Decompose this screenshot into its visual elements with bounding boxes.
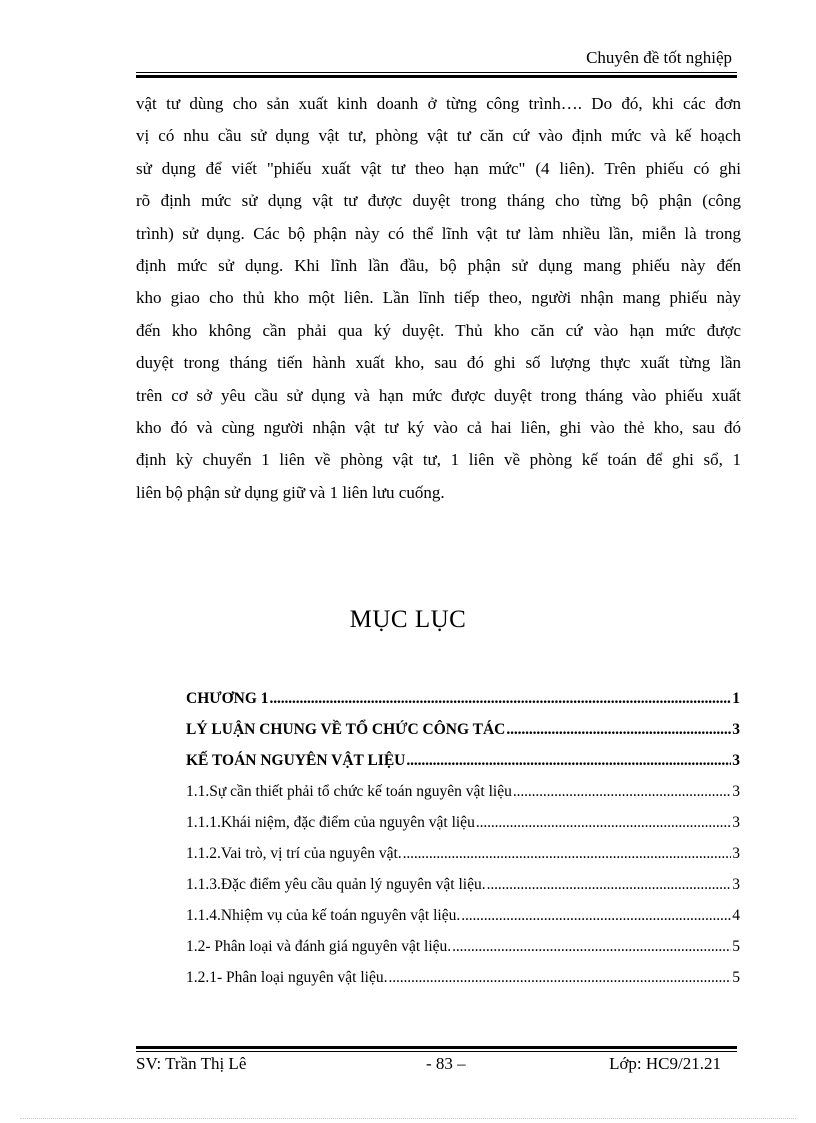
toc-entry-page: 3	[732, 752, 740, 769]
toc-entry[interactable]	[186, 690, 740, 721]
toc-entry-page: 3	[732, 721, 740, 738]
body-line: sử dụng để viết "phiếu xuất vật tư theo hạn mức" (4 liên). Trên phiếu có ghi	[136, 158, 741, 178]
header-rule-thick	[136, 75, 737, 78]
toc-entry-page: 4	[732, 907, 740, 924]
toc-entry[interactable]	[186, 845, 740, 876]
toc-entry[interactable]	[186, 969, 740, 1000]
toc-entry-text: 1.1.2.Vai trò, vị trí của nguyên vật.	[186, 845, 402, 862]
body-line: vật tư dùng cho sản xuất kinh doanh ở từng công trình…. Do đó, khi các đơn	[136, 94, 741, 113]
toc-entry-page: 5	[732, 969, 740, 986]
toc-entry-text: 1.1.3.Đặc điểm yêu cầu quản lý nguyên vật liệu.	[186, 876, 486, 893]
body-line: duyệt trong tháng tiến hành xuất kho, sau đó ghi số lượng thực xuất từng lần	[136, 353, 741, 373]
toc-entry-page: 5	[732, 938, 740, 955]
toc-leader-dots	[476, 814, 731, 832]
toc-title: MỤC LỤC	[349, 606, 467, 633]
body-line: vị có nhu cầu sử dụng vật tư, phòng vật tư căn cứ vào định mức và kế hoạch	[136, 126, 741, 146]
body-line: kho đó và cùng người nhận vật tư ký vào cả hai liên, ghi vào thẻ kho, sau đó	[136, 418, 741, 438]
toc-leader-dots	[487, 876, 732, 894]
toc-entry[interactable]	[186, 938, 740, 969]
toc-entry-text: 1.2.1- Phân loại nguyên vật liệu.	[186, 969, 388, 986]
toc-entry[interactable]	[186, 783, 740, 814]
body-line: kho giao cho thủ kho một liên. Lần lĩnh tiếp theo, người nhận mang phiếu này	[136, 288, 741, 308]
toc-entry-text: CHƯƠNG 1	[186, 690, 269, 707]
body-line: định kỳ chuyển 1 liên về phòng vật tư, 1 liên về phòng kế toán để ghi sổ, 1	[136, 450, 741, 470]
toc-entry[interactable]	[186, 907, 740, 938]
toc-leader-dots	[506, 721, 731, 739]
toc-entry-page: 3	[732, 845, 740, 862]
toc-entry-page: 3	[732, 814, 740, 831]
toc-entry-page: 1	[732, 690, 740, 707]
footer-class: Lớp: HC9/21.21	[609, 1054, 721, 1073]
toc-entry-page: 3	[732, 783, 740, 800]
body-line: liên bộ phận sử dụng giữ và 1 liên lưu cuống.	[136, 482, 445, 502]
toc-entry[interactable]	[186, 752, 740, 783]
toc-entry[interactable]	[186, 721, 740, 752]
footer-student: SV: Trần Thị Lê	[136, 1054, 247, 1073]
running-header: Chuyên đề tốt nghiệp	[586, 48, 732, 67]
toc-entry-text: 1.2- Phân loại và đánh giá nguyên vật liệu.	[186, 938, 452, 955]
toc-leader-dots	[406, 752, 731, 770]
footer-rule-thin	[136, 1051, 737, 1052]
toc-entry-text: KẾ TOÁN NGUYÊN VẬT LIỆU	[186, 752, 406, 769]
toc-leader-dots	[388, 969, 731, 987]
body-line: rõ định mức sử dụng vật tư được duyệt trong tháng cho từng bộ phận (công	[136, 191, 741, 211]
body-line: định mức sử dụng. Khi lĩnh lần đầu, bộ phận sử dụng mang phiếu này đến	[136, 256, 741, 276]
toc-leader-dots	[461, 907, 731, 925]
toc-entry[interactable]	[186, 814, 740, 845]
toc-leader-dots	[513, 783, 731, 801]
toc-leader-dots	[403, 845, 732, 863]
toc-entry-text: 1.1.4.Nhiệm vụ của kế toán nguyên vật liệu.	[186, 907, 461, 924]
body-line: trên cơ sở yêu cầu sử dụng và hạn mức được duyệt trong tháng vào phiếu xuất	[136, 385, 741, 405]
footer-rule-thick	[136, 1046, 737, 1049]
toc-entry[interactable]	[186, 876, 740, 907]
toc-leader-dots	[452, 938, 731, 956]
header-rule-thin	[136, 72, 737, 73]
body-paragraph	[136, 88, 741, 509]
toc-entry-text: 1.1.Sự cần thiết phải tổ chức kế toán nguyên vật liệu	[186, 783, 512, 800]
toc-entry-page: 3	[732, 876, 740, 893]
toc-leader-dots	[270, 690, 732, 708]
body-line: đến kho không cần phải qua ký duyệt. Thủ kho căn cứ vào hạn mức được	[136, 320, 741, 340]
footer-page-number: - 83 –	[426, 1054, 466, 1073]
body-line: trình) sử dụng. Các bộ phận này có thể lĩnh vật tư làm nhiều lần, miễn là trong	[136, 223, 741, 243]
page-edge-divider	[20, 1118, 796, 1119]
toc-entry-text: LÝ LUẬN CHUNG VỀ TỔ CHỨC CÔNG TÁC	[186, 721, 506, 738]
toc-entry-text: 1.1.1.Khái niệm, đặc điểm của nguyên vật liệu	[186, 814, 475, 831]
table-of-contents	[186, 690, 740, 1000]
